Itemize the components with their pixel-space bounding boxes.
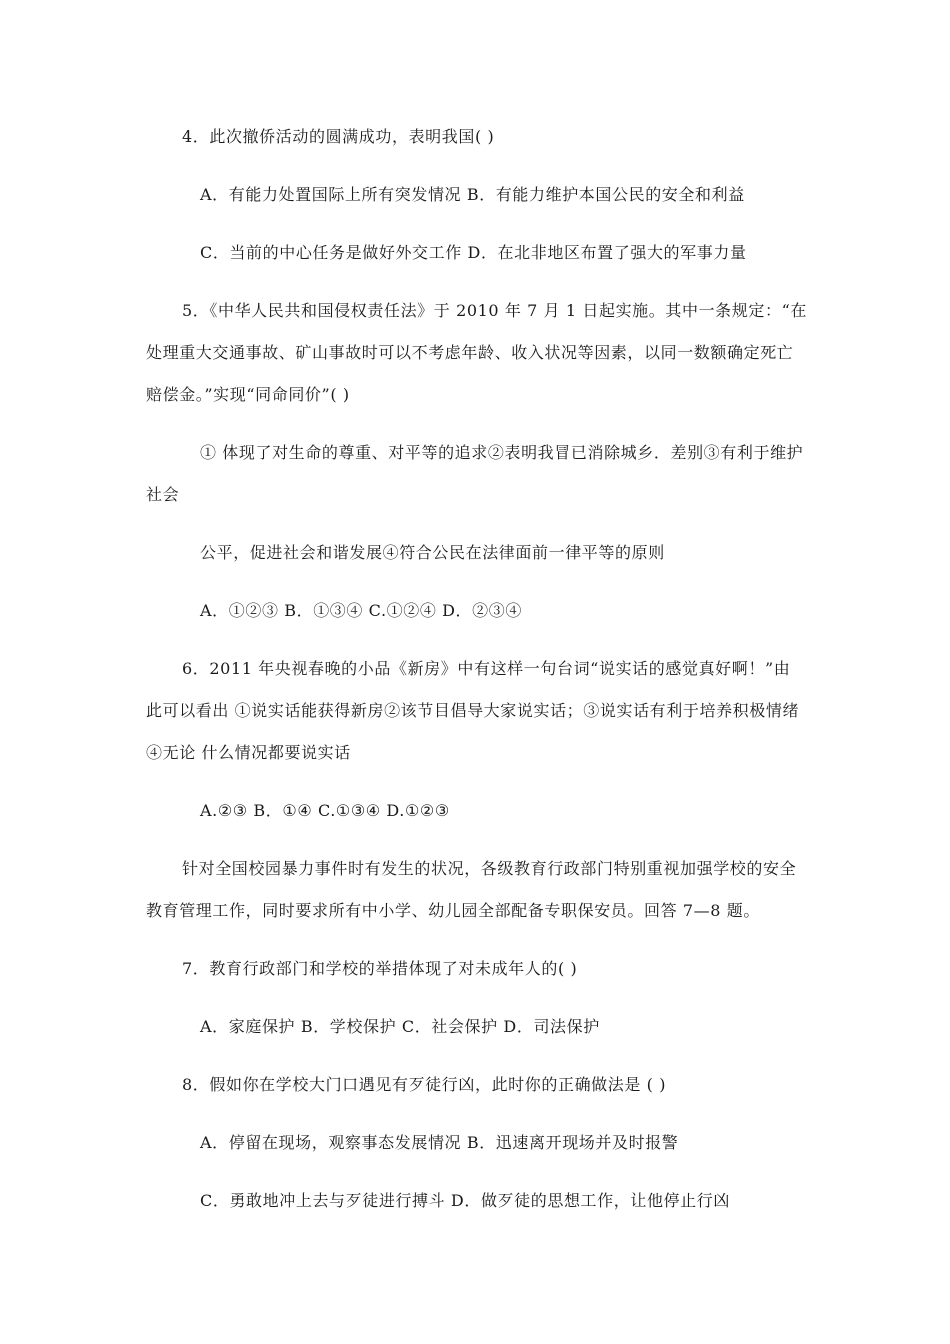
q5-stem-line3: 赔偿金。”实现“同命同价”( ) (146, 385, 350, 404)
q7-options: A．家庭保护 B．学校保护 C．社会保护 D．司法保护 (200, 1017, 600, 1036)
q4-options-line2: C．当前的中心任务是做好外交工作 D．在北非地区布置了强大的军事力量 (200, 243, 747, 262)
q8-options-line1: A．停留在现场，观察事态发展情况 B．迅速离开现场并及时报警 (200, 1133, 679, 1152)
intro-line1: 针对全国校园暴力事件时有发生的状况，各级教育行政部门特别重视加强学校的安全 (182, 859, 797, 878)
q6-options: A.②③ B．①④ C.①③④ D.①②③ (200, 801, 450, 820)
q5-stem-line2: 处理重大交通事故、矿山事故时可以不考虑年龄、收入状况等因素，以同一数额确定死亡 (146, 343, 794, 362)
q8-stem: 8．假如你在学校大门口遇见有歹徒行凶，此时你的正确做法是 ( ) (182, 1075, 667, 1094)
q5-stem-line1: 5．《中华人民共和国侵权责任法》于 2010 年 7 月 1 日起实施。其中一条规定：“在 (182, 301, 807, 320)
q5-statements-line3: 公平，促进社会和谐发展④符合公民在法律面前一律平等的原则 (200, 543, 665, 562)
q5-statements-line1: ① 体现了对生命的尊重、对平等的追求②表明我冒已消除城乡．差别③有利于维护 (200, 443, 804, 462)
q4-stem: 4．此次撤侨活动的圆满成功，表明我国( ) (182, 127, 495, 146)
q6-stem-line3: ④无论 什么情况都要说实话 (146, 743, 351, 762)
q6-stem-line2: 此可以看出 ①说实话能获得新房②该节目倡导大家说实话；③说实话有利于培养积极情绪 (146, 701, 800, 720)
q4-options-line1: A．有能力处置国际上所有突发情况 B．有能力维护本国公民的安全和利益 (200, 185, 745, 204)
q5-statements-line2: 社会 (146, 485, 180, 504)
q7-stem: 7．教育行政部门和学校的举措体现了对未成年人的( ) (182, 959, 578, 978)
q8-options-line2: C．勇敢地冲上去与歹徒进行搏斗 D．做歹徒的思想工作，让他停止行凶 (200, 1191, 730, 1210)
intro-line2: 教育管理工作，同时要求所有中小学、幼儿园全部配备专职保安员。回答 7—8 题。 (146, 901, 760, 920)
q6-stem-line1: 6．2011 年央视春晚的小品《新房》中有这样一句台词“说实话的感觉真好啊！”由 (182, 659, 791, 678)
q5-options: A．①②③ B．①③④ C.①②④ D．②③④ (200, 601, 522, 620)
